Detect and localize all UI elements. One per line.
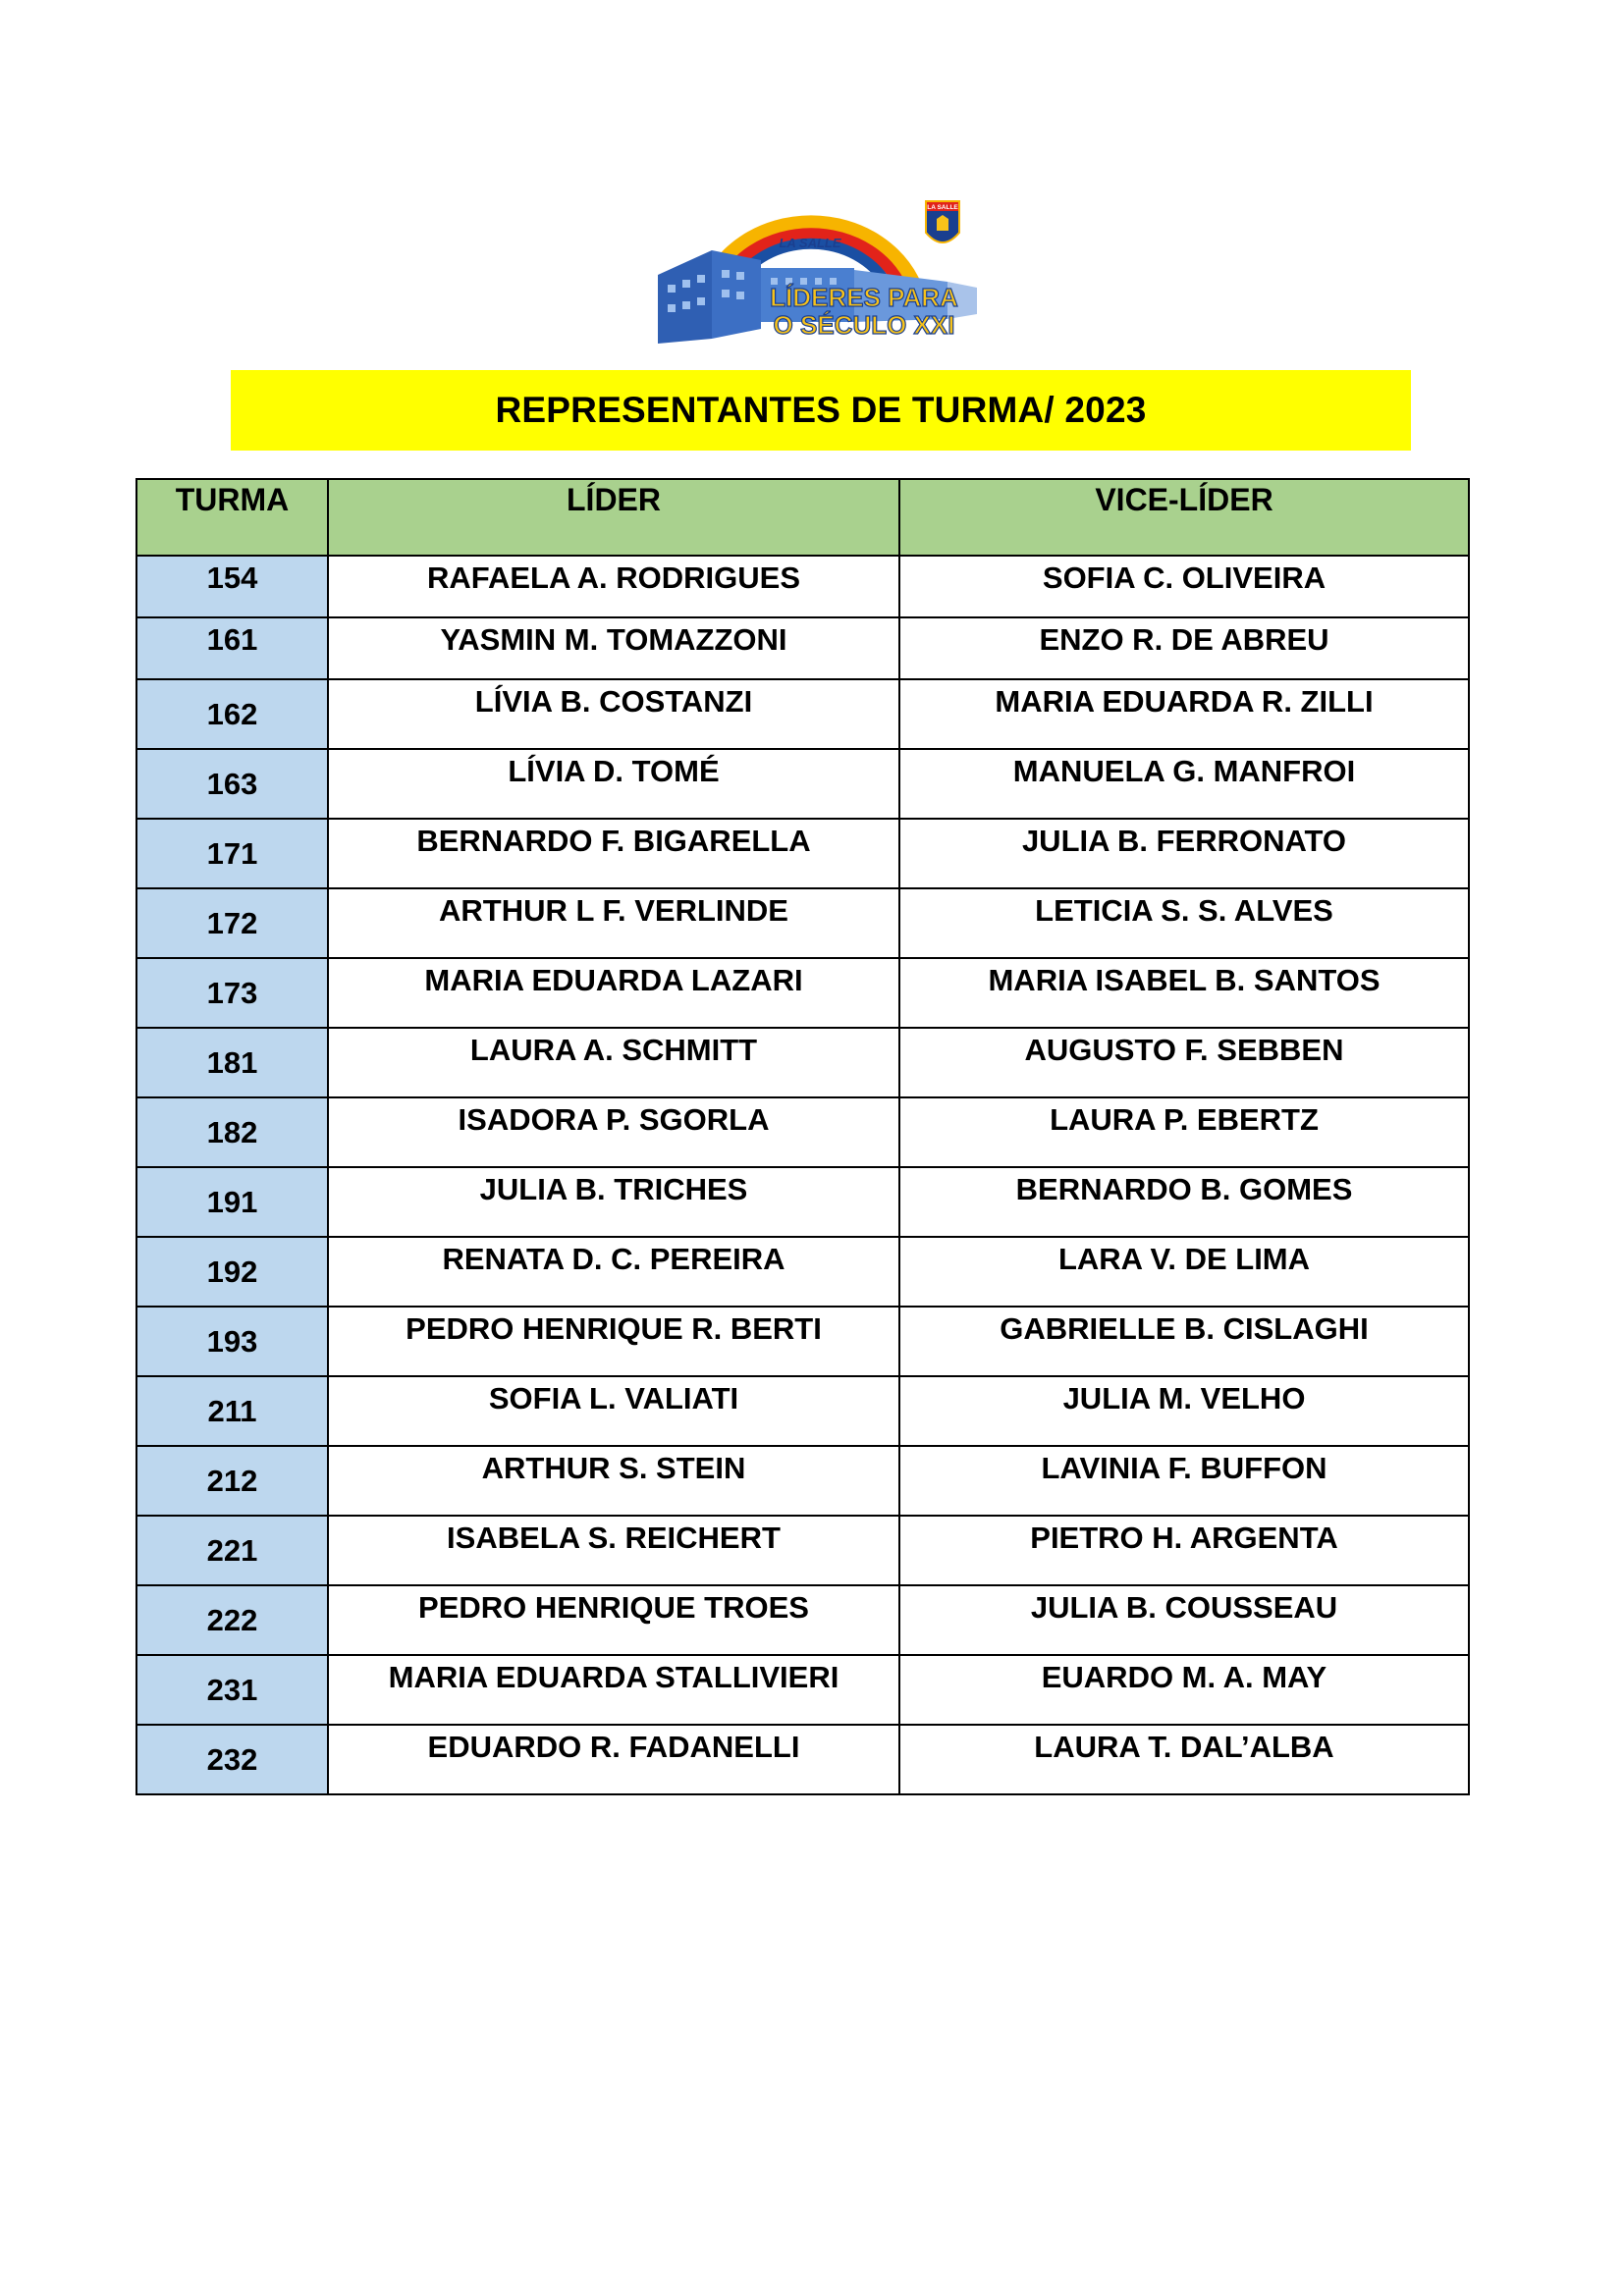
vice-lider-cell: BERNARDO B. GOMES <box>899 1167 1469 1237</box>
column-header-turma <box>136 479 328 556</box>
table-row <box>136 617 1469 679</box>
table-row <box>136 1028 1469 1097</box>
lider-cell: LÍVIA B. COSTANZI <box>328 679 899 749</box>
column-header-label: VICE-LÍDER <box>1095 482 1273 517</box>
turma-cell: 212 <box>136 1446 328 1516</box>
vice-lider-cell: SOFIA C. OLIVEIRA <box>899 556 1469 617</box>
lider-cell: LAURA A. SCHMITT <box>328 1028 899 1097</box>
turma-cell: 232 <box>136 1725 328 1794</box>
logo-tagline-line2: O SÉCULO XXI <box>773 310 955 340</box>
column-header-label: LÍDER <box>567 482 661 517</box>
turma-cell: 222 <box>136 1585 328 1655</box>
table-row <box>136 1585 1469 1655</box>
lider-cell: RENATA D. C. PEREIRA <box>328 1237 899 1307</box>
table-row <box>136 1237 1469 1307</box>
lider-cell: MARIA EDUARDA STALLIVIERI <box>328 1655 899 1725</box>
lider-cell: PEDRO HENRIQUE TROES <box>328 1585 899 1655</box>
table-row <box>136 1307 1469 1376</box>
lider-cell: YASMIN M. TOMAZZONI <box>328 617 899 679</box>
vice-lider-cell: LETICIA S. S. ALVES <box>899 888 1469 958</box>
lider-cell: PEDRO HENRIQUE R. BERTI <box>328 1307 899 1376</box>
logo-shield-text: LA SALLE <box>927 204 958 211</box>
turma-cell: 173 <box>136 958 328 1028</box>
lider-cell: ARTHUR S. STEIN <box>328 1446 899 1516</box>
turma-cell: 172 <box>136 888 328 958</box>
turma-cell: 193 <box>136 1307 328 1376</box>
table-row <box>136 1655 1469 1725</box>
table-row <box>136 888 1469 958</box>
column-header-label: TURMA <box>175 482 290 517</box>
title-banner <box>231 370 1411 451</box>
turma-cell: 211 <box>136 1376 328 1446</box>
logo-tagline-line1: LÍDERES PARA <box>770 283 958 312</box>
vice-lider-cell: LARA V. DE LIMA <box>899 1237 1469 1307</box>
vice-lider-cell: LAURA T. DAL’ALBA <box>899 1725 1469 1794</box>
table-row <box>136 1097 1469 1167</box>
lider-cell: ARTHUR L F. VERLINDE <box>328 888 899 958</box>
vice-lider-cell: AUGUSTO F. SEBBEN <box>899 1028 1469 1097</box>
vice-lider-cell: JULIA M. VELHO <box>899 1376 1469 1446</box>
turma-cell: 181 <box>136 1028 328 1097</box>
lider-cell: SOFIA L. VALIATI <box>328 1376 899 1446</box>
vice-lider-cell: MARIA EDUARDA R. ZILLI <box>899 679 1469 749</box>
table-row <box>136 556 1469 617</box>
vice-lider-cell: LAURA P. EBERTZ <box>899 1097 1469 1167</box>
turma-cell: 182 <box>136 1097 328 1167</box>
column-header-lider <box>328 479 899 556</box>
turma-cell: 191 <box>136 1167 328 1237</box>
turma-cell: 162 <box>136 679 328 749</box>
table-row <box>136 819 1469 888</box>
vice-lider-cell: JULIA B. COUSSEAU <box>899 1585 1469 1655</box>
table-row <box>136 1516 1469 1585</box>
table-row <box>136 1725 1469 1794</box>
table-row <box>136 1376 1469 1446</box>
table-row <box>136 749 1469 819</box>
table-row <box>136 679 1469 749</box>
la-salle-logo <box>653 191 992 348</box>
column-header-vice-lider <box>899 479 1469 556</box>
lider-cell: EDUARDO R. FADANELLI <box>328 1725 899 1794</box>
lider-cell: RAFAELA A. RODRIGUES <box>328 556 899 617</box>
lider-cell: MARIA EDUARDA LAZARI <box>328 958 899 1028</box>
turma-cell: 221 <box>136 1516 328 1585</box>
page-title: REPRESENTANTES DE TURMA/ 2023 <box>495 390 1147 430</box>
vice-lider-cell: JULIA B. FERRONATO <box>899 819 1469 888</box>
table-row <box>136 1446 1469 1516</box>
turma-cell: 192 <box>136 1237 328 1307</box>
vice-lider-cell: GABRIELLE B. CISLAGHI <box>899 1307 1469 1376</box>
turma-cell: 231 <box>136 1655 328 1725</box>
vice-lider-cell: EUARDO M. A. MAY <box>899 1655 1469 1725</box>
vice-lider-cell: LAVINIA F. BUFFON <box>899 1446 1469 1516</box>
table-header-row <box>136 479 1469 556</box>
lider-cell: ISADORA P. SGORLA <box>328 1097 899 1167</box>
vice-lider-cell: PIETRO H. ARGENTA <box>899 1516 1469 1585</box>
logo-brand-text: LA SALLE <box>779 236 841 250</box>
turma-cell: 163 <box>136 749 328 819</box>
table-row <box>136 958 1469 1028</box>
lider-cell: BERNARDO F. BIGARELLA <box>328 819 899 888</box>
table-row <box>136 1167 1469 1237</box>
turma-cell: 171 <box>136 819 328 888</box>
turma-cell: 154 <box>136 556 328 617</box>
vice-lider-cell: MARIA ISABEL B. SANTOS <box>899 958 1469 1028</box>
vice-lider-cell: MANUELA G. MANFROI <box>899 749 1469 819</box>
lider-cell: ISABELA S. REICHERT <box>328 1516 899 1585</box>
lider-cell: LÍVIA D. TOMÉ <box>328 749 899 819</box>
turma-cell: 161 <box>136 617 328 679</box>
representatives-table <box>135 478 1470 1795</box>
vice-lider-cell: ENZO R. DE ABREU <box>899 617 1469 679</box>
lider-cell: JULIA B. TRICHES <box>328 1167 899 1237</box>
